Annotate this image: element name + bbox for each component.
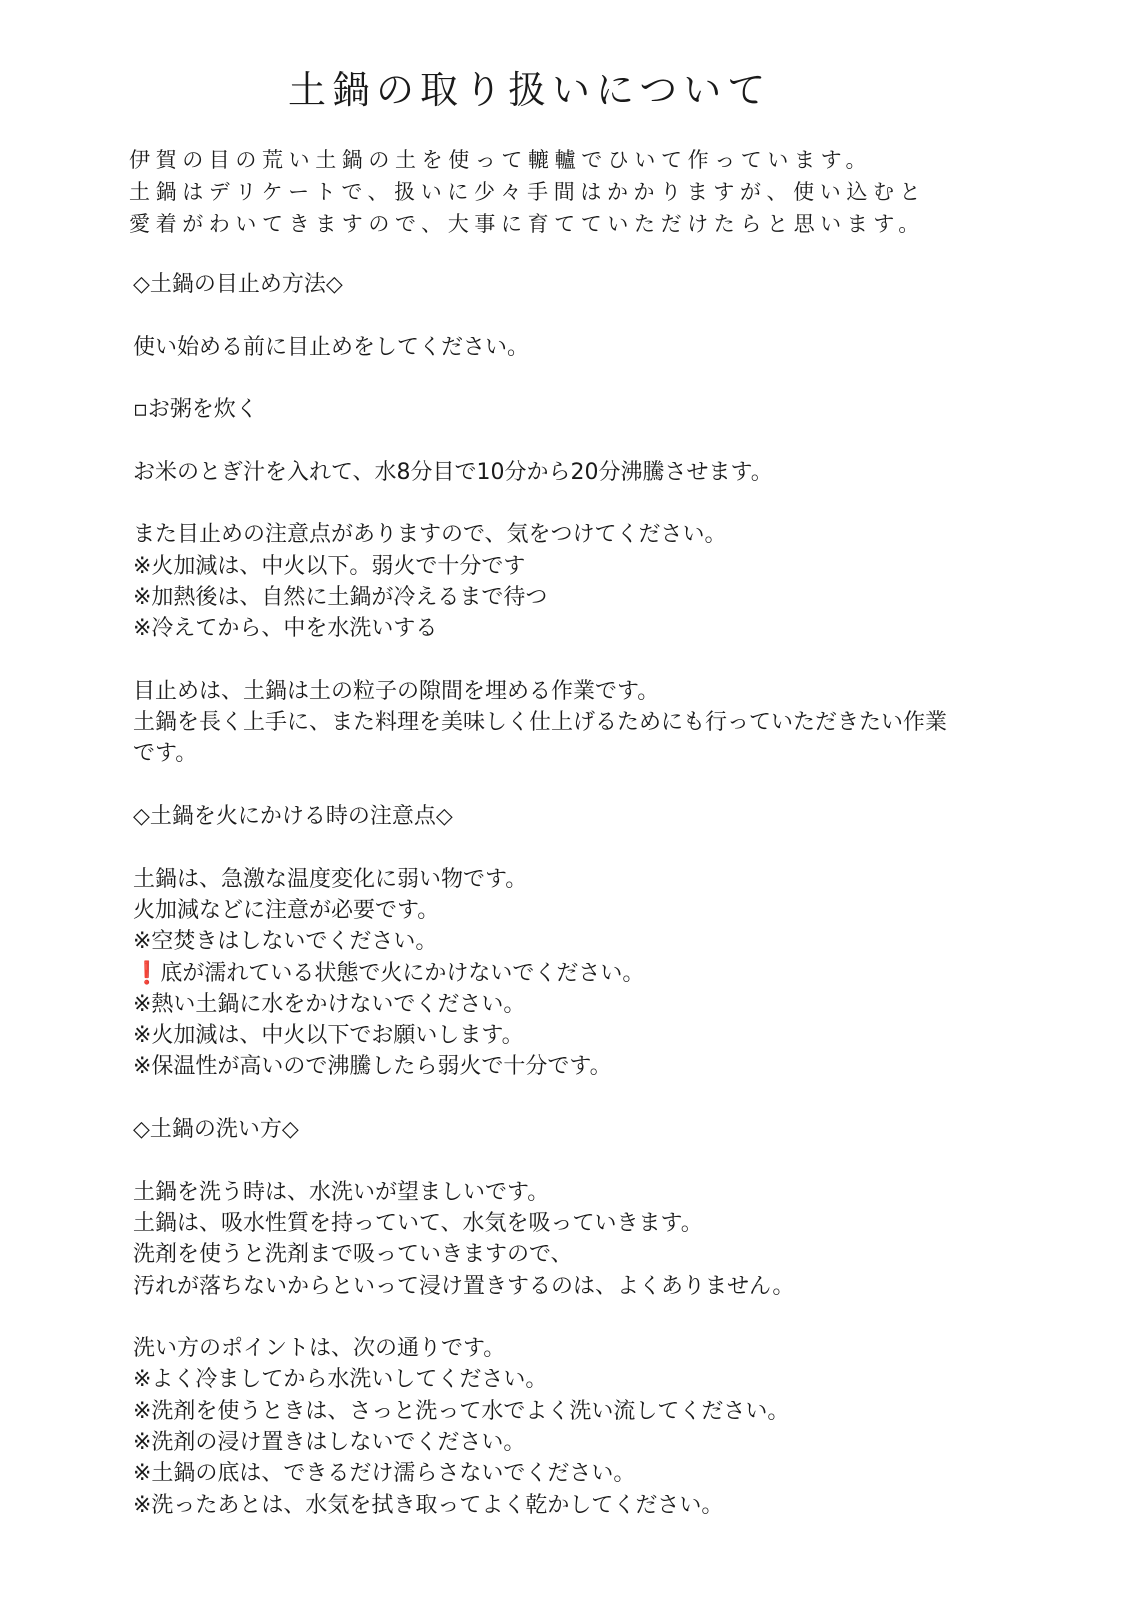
sealing-note: ※加熱後は、自然に土鍋が冷えるまで待つ [133, 584, 548, 610]
section-heading-sealing: ◇土鍋の目止め方法◇ [133, 272, 343, 297]
blank-line [133, 1302, 1093, 1333]
intro-paragraph [129, 144, 1069, 240]
heating-line: ❗底が濡れている状態で火にかけないでください。 [133, 960, 645, 986]
section-heading-washing: ◇土鍋の洗い方◇ [133, 1117, 299, 1143]
washing-point: ※よく冷ましてから水洗いしてください。 [133, 1367, 548, 1393]
blank-line [133, 770, 1093, 801]
blank-line [133, 1145, 1093, 1176]
blank-line [133, 645, 1093, 676]
washing-intro-line: 汚れが落ちないからといって浸け置きするのは、よくありません。 [133, 1273, 795, 1299]
washing-point: ※洗剤の浸け置きはしないでください。 [133, 1429, 526, 1455]
sealing-purpose: です。 [133, 741, 198, 767]
blank-line [133, 425, 1093, 456]
heating-line: ※熱い土鍋に水をかけないでください。 [133, 991, 526, 1017]
washing-intro-line: 土鍋を洗う時は、水洗いが望ましいです。 [133, 1179, 550, 1205]
sealing-note: ※冷えてから、中を水洗いする [133, 616, 438, 642]
heating-line: 土鍋は、急激な温度変化に弱い物です。 [133, 866, 528, 892]
sealing-note: ※火加減は、中火以下。弱火で十分です [133, 553, 526, 579]
intro-line: 伊賀の目の荒い土鍋の土を使って轆轤でひいて作っています。 [129, 148, 873, 172]
sealing-intro: 使い始める前に目止めをしてください。 [133, 334, 530, 360]
document-title: 土鍋の取り扱いについて [288, 68, 772, 113]
heating-line: 火加減などに注意が必要です。 [133, 897, 440, 923]
section-heading-heating: ◇土鍋を火にかける時の注意点◇ [133, 804, 453, 830]
washing-intro-line: 土鍋は、吸水性質を持っていて、水気を吸っていきます。 [133, 1210, 703, 1236]
washing-point: ※土鍋の底は、できるだけ濡らさないでください。 [133, 1461, 636, 1487]
blank-line [133, 363, 1093, 394]
blank-line [133, 488, 1093, 519]
blank-line [133, 832, 1093, 863]
blank-line [133, 1083, 1093, 1114]
sealing-note: また目止めの注意点がありますので、気をつけてください。 [133, 522, 727, 548]
sealing-purpose: 目止めは、土鍋は土の粒子の隙間を埋める作業です。 [133, 678, 660, 704]
washing-point: ※洗ったあとは、水気を拭き取ってよく乾かしてください。 [133, 1492, 724, 1518]
heating-line: ※空焚きはしないでください。 [133, 929, 438, 955]
heating-line: ※火加減は、中火以下でお願いします。 [133, 1023, 524, 1049]
sealing-purpose: 土鍋を長く上手に、また料理を美味しく仕上げるためにも行っていただきたい作業 [133, 710, 948, 736]
document-body [133, 269, 1093, 1521]
blank-line [133, 300, 1093, 331]
sealing-method-title: ▫お粥を炊く [133, 397, 258, 423]
intro-line: 土鍋はデリケートで、扱いに少々手間はかかりますが、使い込むと [129, 180, 927, 204]
heating-line: ※保温性が高いので沸騰したら弱火で十分です。 [133, 1054, 612, 1080]
intro-line: 愛着がわいてきますので、大事に育てていただけたらと思います。 [129, 212, 925, 236]
washing-point: 洗い方のポイントは、次の通りです。 [133, 1336, 506, 1362]
washing-point: ※洗剤を使うときは、さっと洗って水でよく洗い流してください。 [133, 1398, 790, 1424]
sealing-method: お米のとぎ汁を入れて、水8分目で10分から20分沸騰させます。 [133, 459, 773, 485]
washing-intro-line: 洗剤を使うと洗剤まで吸っていきますので、 [133, 1242, 573, 1268]
